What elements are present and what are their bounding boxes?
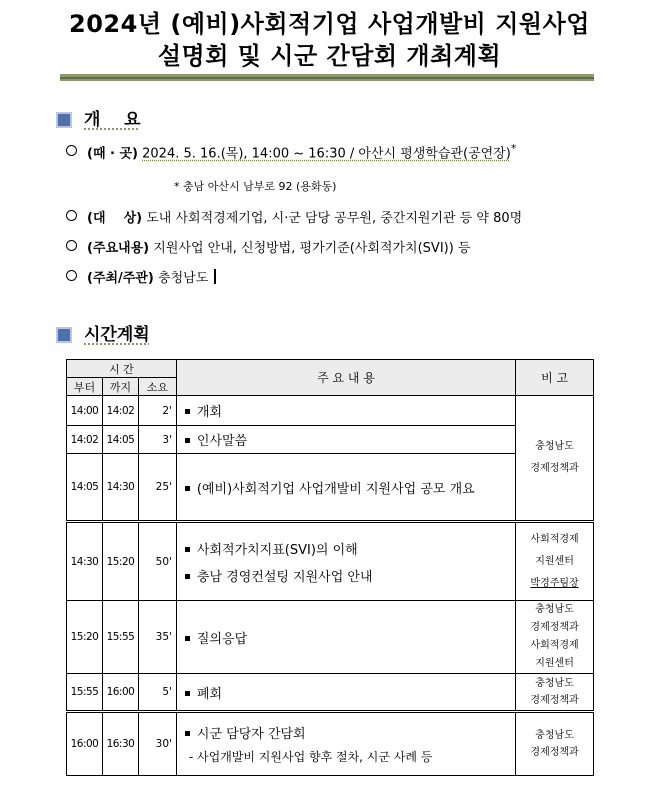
overview-text: 2024. 5. 16.(목), 14:00 ~ 16:30 / 아산시 평생학습관(공연장): [142, 146, 511, 162]
square-bullet-icon: [185, 731, 190, 736]
header-from: 부터: [67, 378, 103, 396]
schedule-table: [66, 359, 594, 776]
cell-to: 16:30: [102, 712, 138, 776]
cell-to: 16:00: [102, 674, 138, 712]
table-row: [67, 674, 594, 712]
remarks-line: 충청남도: [535, 441, 574, 452]
cell-remarks: [516, 396, 594, 522]
cell-from: 14:00: [67, 396, 103, 426]
remarks-line: 경제정책과: [530, 747, 579, 758]
cell-content: [176, 712, 515, 776]
circle-bullet-icon: [66, 270, 77, 281]
cell-from: 15:20: [67, 601, 103, 674]
remarks-line: 박경주팀장: [530, 577, 579, 589]
overview-text: 지원사업 안내, 신청방법, 평가기준(사회적가치(SVI)) 등: [153, 241, 471, 256]
content-text: 질의응답: [196, 631, 248, 647]
text-cursor: [214, 269, 216, 284]
cell-duration: 35': [138, 601, 176, 674]
section-square-icon: [56, 112, 72, 128]
cell-content: [176, 426, 515, 454]
cell-to: 14:30: [102, 454, 138, 522]
header-time: 시 간: [67, 360, 177, 378]
table-row: [67, 396, 594, 426]
square-bullet-icon: [185, 547, 190, 552]
cell-duration: 2': [138, 396, 176, 426]
section-schedule-title: 시간계획: [84, 325, 150, 345]
cell-duration: 25': [138, 454, 176, 522]
overview-note: * 충남 아산시 남부로 92 (용화동): [174, 180, 337, 193]
square-bullet-icon: [185, 691, 190, 696]
remarks-line: 충청남도: [535, 730, 574, 741]
overview-item-host: [66, 267, 216, 286]
overview-item-when-where: [66, 142, 516, 161]
content-text: 충남 경영컨설팅 지원사업 안내: [196, 569, 373, 585]
cell-to: 14:02: [102, 396, 138, 426]
document-title-line2: 설명회 및 시군 간담회 개최계획: [157, 42, 502, 70]
cell-from: 14:30: [67, 522, 103, 601]
content-subtext: - 사업개발비 지원사업 향후 절차, 시군 사례 등: [188, 750, 433, 764]
overview-label: (주요내용): [87, 241, 150, 256]
remarks-line: 사회적경제: [530, 640, 579, 651]
remarks-line: 충청남도: [535, 604, 574, 615]
content-text: (예비)사회적기업 사업개발비 지원사업 공모 개요: [196, 481, 475, 497]
table-row: [67, 454, 594, 522]
overview-item-content: [66, 237, 471, 256]
square-bullet-icon: [185, 636, 190, 641]
section-square-icon: [56, 327, 72, 343]
content-text: 사회적가치지표(SVI)의 이해: [196, 542, 358, 558]
cell-remarks: [516, 601, 594, 674]
square-bullet-icon: [185, 438, 190, 443]
overview-label: (때 · 곳): [87, 146, 138, 162]
header-duration: 소요: [138, 378, 176, 396]
remarks-line: 경제정책과: [530, 622, 579, 633]
content-text: 개회: [196, 405, 223, 420]
overview-text: 충청남도: [158, 271, 209, 286]
cell-remarks: [516, 674, 594, 712]
circle-bullet-icon: [66, 240, 77, 251]
cell-content: [176, 601, 515, 674]
overview-label: (대 상): [87, 211, 143, 226]
overview-text: 도내 사회적경제기업, 시·군 담당 공무원, 중간지원기관 등 약 80명: [146, 211, 523, 226]
cell-content: [176, 522, 515, 601]
footnote-mark: *: [510, 142, 517, 155]
document-title-line1: 2024년 (예비)사회적기업 사업개발비 지원사업: [69, 10, 590, 38]
cell-content: [176, 674, 515, 712]
square-bullet-icon: [185, 574, 190, 579]
overview-label: (주최/주관): [87, 271, 154, 286]
cell-content: [176, 454, 515, 522]
cell-content: [176, 396, 515, 426]
cell-duration: 30': [138, 712, 176, 776]
remarks-line: 지원센터: [535, 658, 574, 669]
content-text: 폐회: [196, 686, 223, 702]
square-bullet-icon: [185, 409, 190, 414]
cell-from: 14:02: [67, 426, 103, 454]
cell-duration: 5': [138, 674, 176, 712]
remarks-line: 경제정책과: [530, 463, 579, 474]
table-row: [67, 712, 594, 776]
cell-remarks: [516, 712, 594, 776]
content-text: 시군 담당자 간담회: [196, 727, 306, 742]
cell-from: 14:05: [67, 454, 103, 522]
section-overview-title: 개 요: [84, 110, 141, 130]
cell-from: 16:00: [67, 712, 103, 776]
title-divider-inner: [60, 77, 594, 79]
remarks-line: 사회적경제: [530, 533, 579, 545]
cell-from: 15:55: [67, 674, 103, 712]
cell-to: 14:05: [102, 426, 138, 454]
remarks-line: 지원센터: [535, 555, 574, 567]
cell-duration: 50': [138, 522, 176, 601]
circle-bullet-icon: [66, 210, 77, 221]
header-to: 까지: [102, 378, 138, 396]
cell-remarks: [516, 522, 594, 601]
cell-to: 15:20: [102, 522, 138, 601]
circle-bullet-icon: [66, 145, 77, 156]
section-schedule-heading: [56, 320, 150, 345]
remarks-line: 충청남도: [535, 678, 574, 689]
section-overview-heading: [56, 105, 141, 130]
header-remarks: 비 고: [516, 360, 594, 396]
table-row: [67, 522, 594, 601]
table-row: [67, 426, 594, 454]
table-header-row: [67, 360, 594, 378]
header-content: 주 요 내 용: [176, 360, 515, 396]
table-row: [67, 601, 594, 674]
square-bullet-icon: [185, 486, 190, 491]
cell-to: 15:55: [102, 601, 138, 674]
content-text: 인사말씀: [196, 434, 248, 449]
cell-duration: 3': [138, 426, 176, 454]
overview-item-target: [66, 207, 522, 226]
remarks-line: 경제정책과: [530, 695, 579, 706]
